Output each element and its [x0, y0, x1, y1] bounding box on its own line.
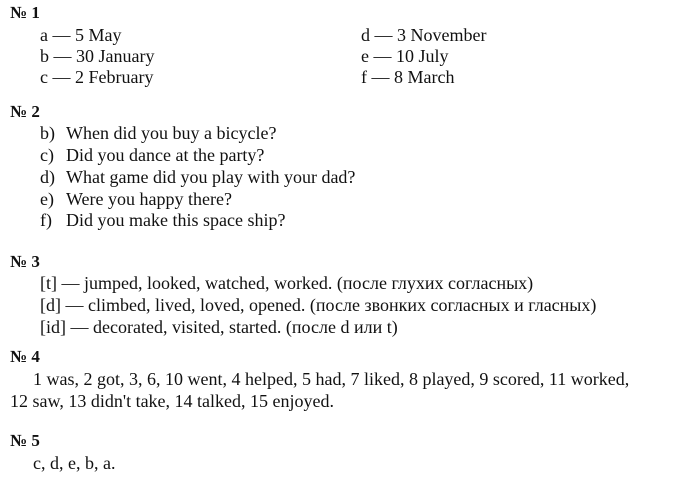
answer-2b	[40, 122, 276, 144]
item-text: When did you buy a bicycle?	[66, 123, 277, 143]
item-text: What game did you play with your dad?	[66, 167, 356, 187]
answer-1e: e — 10 July	[361, 46, 449, 66]
answer-5-line: c, d, e, b, a.	[33, 453, 116, 473]
item-key: c)	[40, 145, 54, 165]
item-key: e)	[40, 189, 54, 209]
answer-1b: b — 30 January	[40, 46, 155, 66]
item-text: Did you make this space ship?	[66, 210, 286, 230]
item-key: b)	[40, 123, 55, 143]
answer-2f	[40, 209, 285, 231]
section-3-heading: № 3	[10, 252, 40, 271]
answer-1a: a — 5 May	[40, 25, 122, 45]
answer-1d: d — 3 November	[361, 25, 487, 45]
item-key: d)	[40, 167, 55, 187]
answer-2c	[40, 144, 264, 166]
section-5-heading: № 5	[10, 431, 40, 450]
answer-3-t: [t] — jumped, looked, watched, worked. (после глухих согласных)	[40, 273, 534, 293]
item-text: Did you dance at the party?	[66, 145, 265, 165]
item-text: Were you happy there?	[66, 189, 232, 209]
answer-2e	[40, 188, 232, 210]
answer-3-id: [id] — decorated, visited, started. (после d или t)	[40, 317, 398, 337]
answer-4-line2: 12 saw, 13 didn't take, 14 talked, 15 enjoyed.	[10, 391, 335, 411]
answer-2d	[40, 166, 355, 188]
section-1-heading: № 1	[10, 3, 40, 22]
item-key: f)	[40, 210, 52, 230]
section-2-heading: № 2	[10, 102, 40, 121]
answer-3-d: [d] — climbed, lived, loved, opened. (после звонких согласных и гласных)	[40, 295, 597, 315]
answer-1c: c — 2 February	[40, 67, 154, 87]
answer-1f: f — 8 March	[361, 67, 455, 87]
answer-4-line1: 1 was, 2 got, 3, 6, 10 went, 4 helped, 5 had, 7 liked, 8 played, 9 scored, 11 worked,	[33, 369, 630, 389]
section-4-heading: № 4	[10, 347, 40, 366]
